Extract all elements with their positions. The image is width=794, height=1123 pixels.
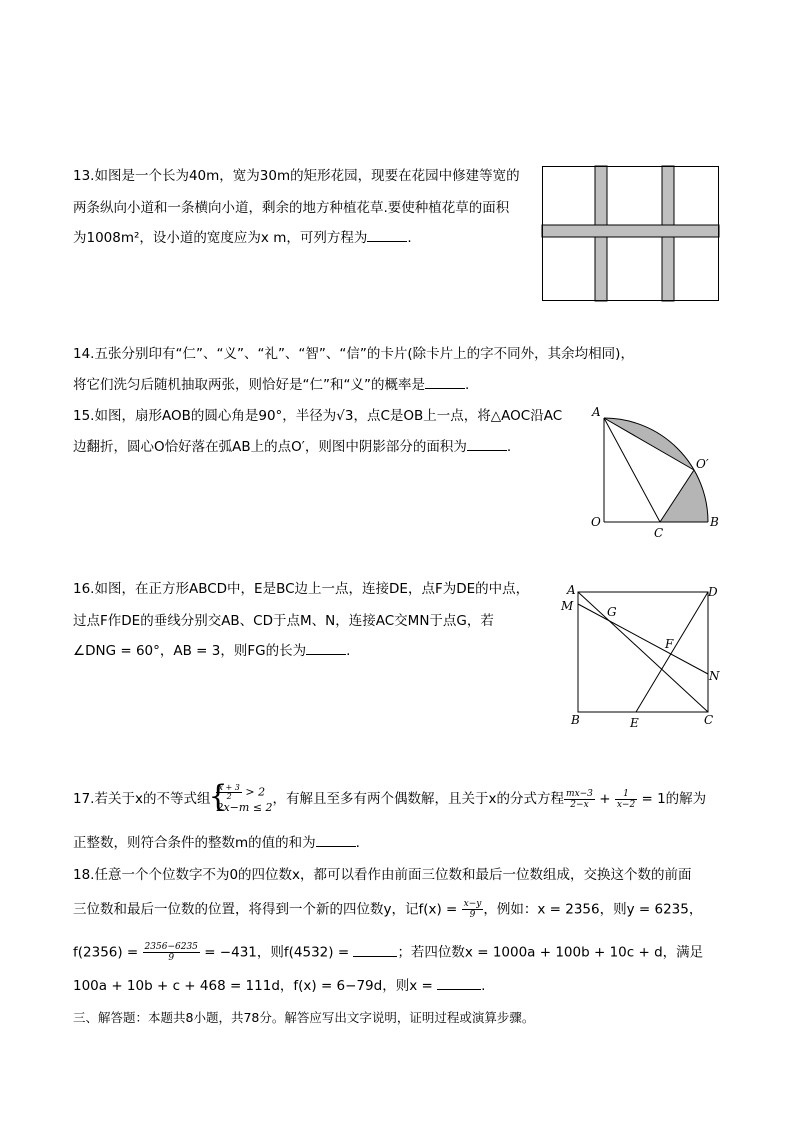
q16-end: . — [346, 643, 351, 659]
q17-frac1-num: mx−3 — [566, 788, 593, 799]
q17-sys-frac-den: 2 — [226, 792, 232, 801]
q18-line3-b: = −431，则f(4532) = — [204, 944, 350, 961]
q17-frac2-num: 1 — [615, 789, 637, 800]
q13-garden-figure — [542, 166, 720, 302]
q18-line4-text: 100a + 10b + c + 468 = 111d，f(x) = 6−79d，则x = — [73, 978, 433, 994]
q17-sys-row1-tail: > 2 — [245, 785, 266, 799]
q18-answer-blank-2[interactable] — [437, 977, 481, 990]
q18-line3-a: f(2356) = — [73, 944, 139, 961]
q15-answer-blank[interactable] — [467, 438, 507, 451]
q18-line2-a: 三位数和最后一位数的位置，将得到一个新的四位数y，记f(x) = — [73, 901, 458, 918]
q16-label-B: B — [571, 713, 580, 727]
q16-line2: 过点F作DE的垂线分别交AB、CD于点M、N，连接AC交MN于点G，若 — [73, 613, 494, 629]
q15-shaded-region-bottom — [660, 470, 708, 522]
q13-end: . — [407, 230, 412, 246]
q15-line2-text: 边翻折，圆心O恰好落在弧AB上的点O′，则图中阴影部分的面积为 — [73, 439, 467, 455]
q18-line2-b: ，例如：x = 2356，则y = 6235， — [483, 901, 703, 918]
q17-line2-text: 正整数，则符合条件的整数m的值的和为 — [73, 835, 316, 851]
q13-line3-text: 为1008m²，设小道的宽度应为x m，可列方程为 — [73, 230, 368, 246]
q15-line1: 15.如图，扇形AOB的圆心角是90°，半径为√3，点C是OB上一点，将△AOC沿AC — [73, 408, 563, 424]
q16-line3 — [73, 642, 350, 660]
q17-inequality-system — [210, 784, 272, 814]
q16-answer-blank[interactable] — [306, 642, 346, 655]
q17-frac1-den: 2−x — [570, 799, 589, 810]
q18-line3-c: ；若四位数x = 1000a + 100b + 10c + d，满足 — [397, 944, 704, 961]
q14-end: . — [464, 377, 470, 393]
q13-line1: 13.如图是一个长为40m，宽为30m的矩形花园，现要在花园中修建等宽的 — [73, 168, 520, 184]
q14-line2 — [73, 376, 469, 394]
q13-answer-blank[interactable] — [367, 229, 407, 242]
q18-line3-frac-num: 2356−6235 — [144, 942, 198, 952]
q16-label-C: C — [704, 713, 714, 727]
q18-line3 — [73, 942, 703, 963]
q13-line2: 两条纵向小道和一条横向小道，剩余的地方种植花草.要使种植花草的面积 — [73, 200, 510, 216]
q18-end: . — [481, 978, 486, 994]
q16-line1: 16.如图，在正方形ABCD中，E是BC边上一点，连接DE，点F为DE的中点， — [73, 581, 530, 597]
q16-label-G: G — [607, 605, 617, 619]
q16-square-figure — [558, 582, 726, 732]
q13-line3 — [73, 229, 412, 247]
q18-line2-frac-den: 9 — [469, 910, 476, 920]
q15-sector-figure — [588, 404, 728, 544]
q17-end: . — [355, 835, 360, 851]
q16-label-D: D — [708, 585, 718, 599]
q18-line2-frac-num: x−y — [463, 899, 482, 909]
q18-line2 — [73, 899, 702, 920]
q16-label-F: F — [665, 637, 674, 651]
q17-sys-row2: 2x−m ≤ 2 — [216, 801, 273, 814]
q16-label-M: M — [561, 599, 574, 613]
q16-label-N: N — [709, 669, 720, 683]
garden-horizontal-path — [542, 225, 719, 237]
q16-label-E: E — [630, 716, 639, 730]
section3-heading: 三、解答题：本题共8小题，共78分。解答应写出文字说明，证明过程或演算步骤。 — [73, 1010, 535, 1025]
q15-label-O: O — [591, 515, 601, 529]
q17-line2 — [73, 834, 360, 852]
q17-answer-blank[interactable] — [316, 834, 356, 847]
q17-plus: + — [599, 791, 611, 807]
q17-middle: ，有解且至多有两个偶数解，且关于x的分式方程 — [272, 791, 565, 807]
q17-sys-frac-num: { x + 3 — [218, 783, 240, 792]
q14-answer-blank[interactable] — [425, 376, 465, 389]
q14-line1: 14.五张分别印有“仁”、“义”、“礼”、“智”、“信”的卡片(除卡片上的字不同外，其余均相同)， — [73, 346, 634, 362]
q18-line4 — [73, 977, 485, 995]
q17-line1 — [73, 784, 706, 814]
q16-line3-text: ∠DNG = 60°，AB = 3，则FG的长为 — [73, 643, 307, 659]
q15-end: . — [506, 439, 512, 455]
q15-label-O-prime: O′ — [696, 457, 709, 471]
q17-frac2-den: x−2 — [616, 799, 636, 810]
q15-line2 — [73, 438, 511, 456]
q14-line2-text: 将它们洗匀后随机抽取两张，则恰好是“仁”和“义”的概率是 — [73, 377, 425, 393]
q18-answer-blank-1[interactable] — [353, 944, 397, 957]
q15-label-B: B — [710, 515, 719, 529]
q15-label-A: A — [592, 405, 601, 419]
q17-prefix: 17.若关于x的不等式组 — [73, 791, 211, 807]
q16-label-A: A — [567, 583, 576, 597]
q18-line3-frac-den: 9 — [168, 953, 175, 963]
q18-line1: 18.任意一个个位数字不为0的四位数x，都可以看作由前面三位数和最后一位数组成，交换这个数的前面 — [73, 867, 692, 883]
q17-tail: = 1的解为 — [641, 791, 707, 807]
q15-label-C: C — [654, 526, 664, 540]
